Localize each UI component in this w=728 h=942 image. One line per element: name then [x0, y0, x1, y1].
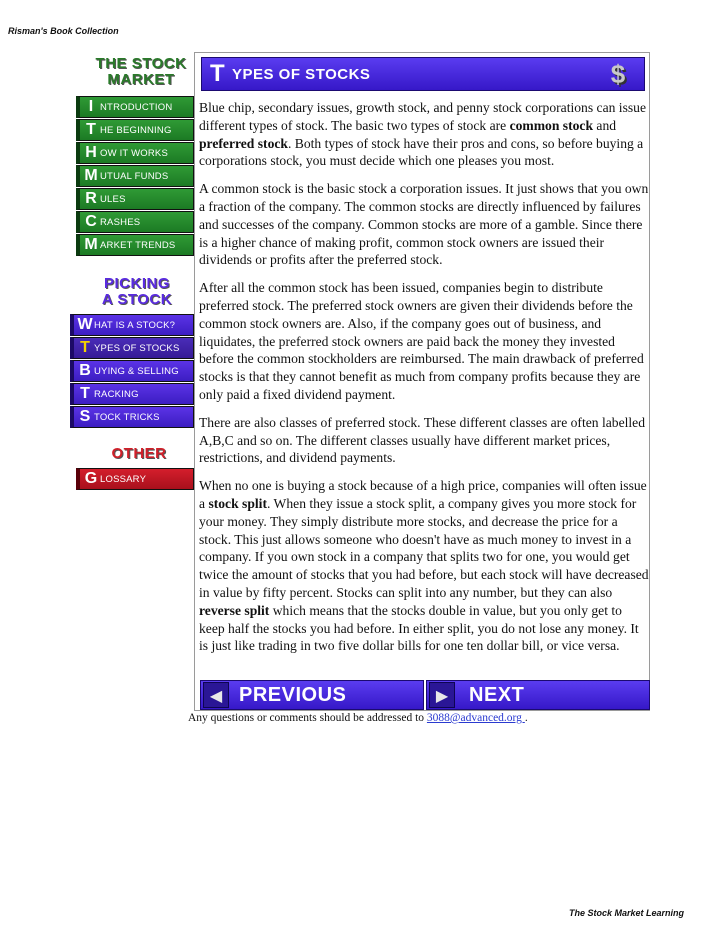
nav-crashes[interactable]: C RASHES — [76, 211, 194, 233]
footer-title: The Stock Market Learning — [568, 908, 684, 918]
contact-email-link[interactable]: 3088@advanced.org — [426, 712, 525, 724]
previous-button[interactable] — [200, 680, 424, 710]
nav-stock-tricks[interactable]: S TOCK TRICKS — [70, 406, 194, 428]
next-button[interactable] — [426, 680, 650, 710]
section-title-picking-a-stock: PICKING A STOCK — [101, 275, 173, 308]
paragraph-preferred-stock: After all the common stock has been issued, companies begin to distribute preferred stock. The preferred stock owners are given their dividends before the common stock owners are. Also, if the company goes out of business, and liquidates, the preferred stock owners are paid back the money they invested before the common stockholders are reimbursed. The main drawback of preferred stocks is that they cannot benefit as much from company profits because they are only paid a fixed dividend payment. — [199, 280, 644, 402]
next-label: NEXT — [469, 683, 525, 706]
nav-glossary[interactable]: G LOSSARY — [76, 468, 194, 490]
other-nav — [76, 468, 194, 490]
sidebar — [76, 56, 194, 490]
dollar-icon: $ — [610, 59, 626, 89]
nav-introduction[interactable]: I NTRODUCTION — [76, 96, 194, 118]
header-title: Risman's Book Collection — [8, 26, 119, 36]
article-body — [199, 99, 649, 665]
nav-buying-and-selling[interactable]: B UYING & SELLING — [70, 360, 194, 382]
nav-types-of-stocks[interactable]: T YPES OF STOCKS — [70, 337, 194, 359]
page-title: YPES OF STOCKS — [232, 65, 371, 83]
arrow-right-icon: ▶ — [429, 682, 455, 708]
main-content-frame — [194, 52, 650, 711]
arrow-left-icon: ◀ — [203, 682, 229, 708]
nav-market-trends[interactable]: M ARKET TRENDS — [76, 234, 194, 256]
stock-market-nav — [76, 96, 194, 256]
nav-mutual-funds[interactable]: M UTUAL FUNDS — [76, 165, 194, 187]
paragraph-common-stock: A common stock is the basic stock a corporation issues. It just shows that you own a fraction of the company. The common stocks are directly influenced by failures and successes of the company. Common stocks are more of a gamble. Since there is a higher chance of making profit, common stock owners are issued their dividends or profits after the preferred stock. — [199, 181, 649, 268]
section-title-stock-market: THE STOCK MARKET — [95, 55, 187, 88]
paragraph-classes: There are also classes of preferred stock. These different classes are often labelled A,B,C and so on. The different classes usually have different market prices, restrictions, and dividend payments. — [199, 414, 645, 466]
nav-tracking[interactable]: T RACKING — [70, 383, 194, 405]
paragraph-intro: Blue chip, secondary issues, growth stock, and penny stock corporations can issue different types of stock. The basic two types of stock are common stock and preferred stock. Both types of stock have their pros and cons, so before buying a corporations stock, you must decide which one pleases you most. — [199, 100, 646, 169]
page-title-banner — [201, 57, 645, 91]
picking-stock-nav — [70, 314, 194, 428]
nav-how-it-works[interactable]: H OW IT WORKS — [76, 142, 194, 164]
nav-the-beginning[interactable]: T HE BEGINNING — [76, 119, 194, 141]
page-title-initial: T — [210, 60, 225, 87]
section-title-other: OTHER — [111, 445, 167, 462]
paragraph-stock-split: When no one is buying a stock because of a high price, companies will often issue a stock split. When they issue a stock split, a company gives you more stock for your money. They simply distribute more stocks, and decrease the price for a stock. This just allows someone who doesn't have as much money to invest in a company. If you own stock in a company that splits two for one, you would get twice the amount of stocks that you had before, but each stock will have decreased in value by fifty percent. Stocks can split into any number, but they can also reverse split which means that the stocks double in value, but you only get to keep half the stocks you had before. In either split, you do not lose any money. It is just like trading in two five dollar bills for one ten dollar bill, or vice versa. — [199, 478, 649, 654]
previous-label: PREVIOUS — [239, 683, 347, 706]
contact-line: Any questions or comments should be addressed to 3088@advanced.org . — [188, 712, 528, 724]
nav-rules[interactable]: R ULES — [76, 188, 194, 210]
nav-what-is-a-stock[interactable]: W HAT IS A STOCK? — [70, 314, 194, 336]
